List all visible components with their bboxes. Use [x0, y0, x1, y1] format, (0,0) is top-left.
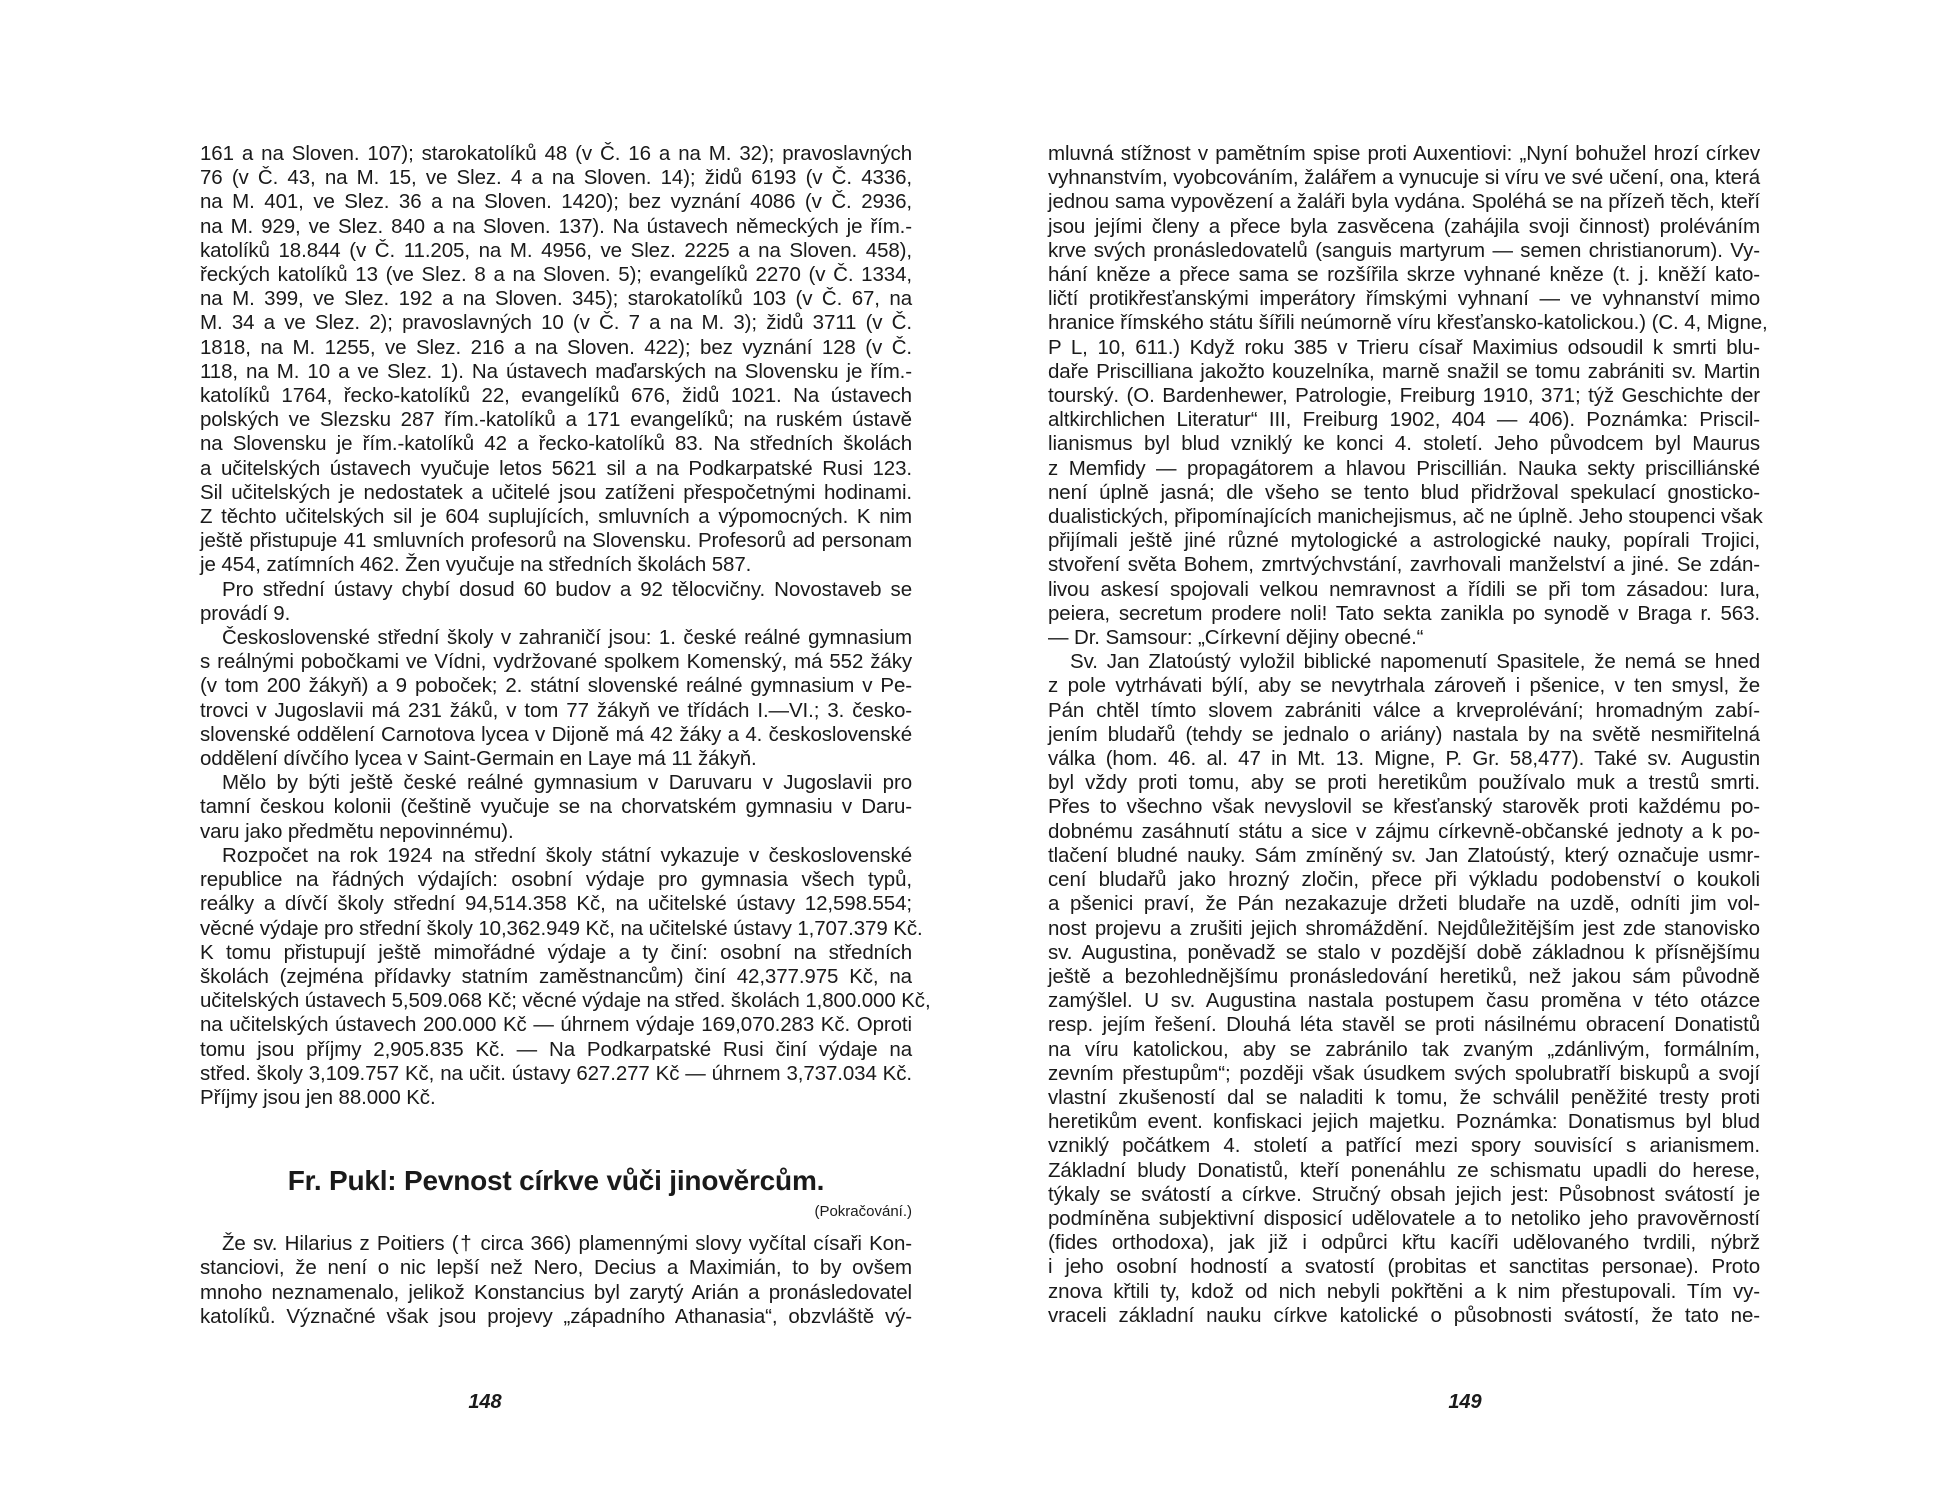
text-line: zevním přestupům“; později však úsudkem svých spolubratří biskupů a svojí [1048, 1061, 1760, 1085]
text-line: tamní českou kolonii (češtině vyučuje se na chorvatském gymnasiu v Daru- [200, 795, 912, 819]
text-line: a učitelských ústavech vyučuje letos 5621 sil a na Podkarpatské Rusi 123. [200, 456, 912, 480]
text-line: na M. 399, ve Slez. 192 a na Sloven. 345); starokatolíků 103 (v Č. 67, na [200, 287, 912, 311]
text-line: věcné výdaje pro střední školy 10,362.949 Kč, na učitelské ústavy 1,707.379 Kč. [200, 916, 923, 940]
text-line: školách (zejména přídavky statním zaměstnancům) činí 42,377.975 Kč, na [200, 964, 912, 988]
text-line: M. 34 a ve Slez. 2); pravoslavných 10 (v Č. 7 a na M. 3); židů 3711 (v Č. [200, 311, 912, 335]
text-line: řeckých katolíků 13 (ve Slez. 8 a na Sloven. 5); evangelíků 2270 (v Č. 1334, [200, 263, 912, 287]
text-line: střed. školy 3,109.757 Kč, na učit. ústavy 627.277 Kč — úhrnem 3,737.034 Kč. [200, 1061, 912, 1085]
text-line: 118, na M. 10 a ve Slez. 1). Na ústavech maďarských na Slovensku je řím.- [200, 359, 912, 383]
text-line: Základní bludy Donatistů, kteří ponenáhlu ze schismatu upadli do herese, [1048, 1158, 1760, 1182]
text-line: vzniklý počátkem 4. století a patřící mezi spory souvisící s arianismem. [1048, 1134, 1760, 1158]
text-line: válka (hom. 46. al. 47 in Mt. 13. Migne, P. Gr. 58,477). Také sv. Augustin [1048, 747, 1760, 771]
page-number-left: 148 [468, 1391, 502, 1413]
text-line: tourský. (O. Bardenhewer, Patrologie, Freiburg 1910, 371; týž Geschichte der [1048, 384, 1760, 408]
text-line: Sv. Jan Zlatoústý vyložil biblické napomenutí Spasitele, že nemá se hned [1070, 650, 1760, 674]
paragraph-religion-stats [200, 142, 912, 578]
text-line: — Dr. Samsour: „Církevní dějiny obecné.“ [1048, 626, 1424, 650]
text-line: Mělo by býti ještě české reálné gymnasium v Daruvaru v Jugoslavii pro [222, 771, 912, 795]
text-line: ličtí protikřesťanskými imperátory římskými vyhnaní — ve vyhnanství mimo [1048, 287, 1760, 311]
text-line: 161 a na Sloven. 107); starokatolíků 48 (v Č. 16 a na M. 32); pravoslavných [200, 142, 912, 165]
text-line: vlastní zkušeností dal se naladiti k tomu, že schválil peněžité tresty proti [1048, 1085, 1760, 1109]
text-line: Příjmy jsou jen 88.000 Kč. [200, 1085, 436, 1109]
text-line: s reálnými pobočkami ve Vídni, vydržované spolkem Komenský, má 552 žáky [200, 650, 912, 674]
text-line: tlačení bludné nauky. Sám zmíněný sv. Jan Zlatoústý, který označuje usmr- [1048, 843, 1760, 867]
text-line: sv. Augustina, poněvadž se stalo v pozdější době základnou k přísnějšímu [1048, 940, 1760, 964]
text-line: Rozpočet na rok 1924 na střední školy státní vykazuje v československé [222, 843, 912, 867]
text-line: varu jako předmětu nepovinnému). [200, 819, 514, 843]
text-line: na víru katolickou, aby se zabránilo tak zvaným „zdánlivým, formálním, [1048, 1037, 1760, 1061]
text-line: mnoho neznamenalo, jelikož Konstancius byl zarytý Arián a pronásledovatel [200, 1280, 912, 1304]
text-line: peiera, secretum prodere noli! Tato sekta zanikla po synodě v Braga r. 563. [1048, 601, 1760, 625]
text-line: republice na řádných výdajích: osobní výdaje pro gymnasia všech typů, [200, 868, 912, 892]
text-line: učitelských ústavech 5,509.068 Kč; věcné výdaje na střed. školách 1,800.000 Kč, [200, 989, 931, 1013]
text-line: dualistických, připomínajících manichejismus, ač ne úplně. Jeho stoupenci však [1048, 505, 1763, 529]
text-line: stvoření světa Bohem, zmrtvýchvstání, zavrhovali manželství a jiné. Se zdán- [1048, 553, 1760, 577]
text-line: týkaly se svátostí a církve. Stručný obsah jejich jest: Působnost svátostí je [1048, 1182, 1760, 1206]
text-line: P L, 10, 611.) Když roku 385 v Trieru císař Maximius odsoudil k smrti blu- [1048, 335, 1760, 359]
text-line: heretikům event. konfiskaci jejich majetku. Poznámka: Donatismus byl blud [1048, 1110, 1760, 1134]
text-line: jednou sama vypovězení a žaláři byla vydána. Spoléhá se na přízeň těch, kteří [1048, 190, 1760, 214]
text-line: dobnému zasáhnutí státu a sice v zájmu církevně-občanské jednoty a k po- [1048, 819, 1760, 843]
text-line: mluvná stížnost v pamětním spise proti Auxentiovi: „Nyní bohužel hrozí církev [1048, 142, 1760, 165]
text-line: vraceli základní nauku církve katolické o působnosti svátostí, že tato ne- [1048, 1303, 1760, 1327]
text-line: z pole vytrhávati býlí, aby se nevytrhala zároveň i pšenice, v ten smysl, že [1048, 674, 1760, 698]
text-line: ještě a bezohlednějšímu pronásledování heretiků, než jakou sám původně [1048, 964, 1760, 988]
right-page [1048, 142, 1768, 1328]
text-line: katolíků 1764, řecko-katolíků 22, evangelíků 676, židů 1021. Na ústavech [200, 384, 912, 408]
text-line: stanciovi, že není o nic lepší než Nero, Decius a Maximián, to by ovšem [200, 1256, 912, 1280]
text-line: hání kněze a přece sama se rozšířila skrze vyhnané kněze (t. j. kněží kato- [1048, 263, 1760, 287]
text-line: na Slovensku je řím.-katolíků 42 a řecko-katolíků 83. Na středních školách [200, 432, 912, 456]
paragraph-buildings [200, 578, 912, 626]
text-line: znova křtili ty, kdož od nich nebyli pokřtěni a k nim přestupovali. Tím vy- [1048, 1279, 1760, 1303]
text-line: livou askesí spojovali velkou nemravnost a řídili se při tom zásadou: Iura, [1048, 577, 1760, 601]
text-line: vyhnanstvím, vyobcováním, žalářem a vynucuje si víru ve své učení, ona, která [1048, 166, 1760, 190]
text-line: nost projevu a zrušiti jejich shromáždění. Nejdůležitějším jest zde stanovisko [1048, 916, 1760, 940]
text-line: Pro střední ústavy chybí dosud 60 budov a 92 tělocvičny. Novostaveb se [222, 577, 912, 601]
text-line: daře Priscilliana jakožto kouzelníka, marně snažil se tomu zabrániti sv. Martin [1048, 359, 1760, 383]
text-line: trovci v Jugoslavii má 231 žáků, v tom 77 žákyň ve třídách I.—VI.; 3. česko- [200, 698, 912, 722]
text-line: (fides orthodoxa), jak již i odpůrci křtu kacíři udělovaného tvrdili, nýbrž [1048, 1231, 1760, 1255]
paragraph-schools-abroad [200, 626, 912, 771]
paragraph-hilarius [200, 1232, 912, 1329]
text-line: na učitelských ústavech 200.000 Kč — úhrnem výdaje 169,070.283 Kč. Oproti [200, 1013, 912, 1037]
text-line: Československé střední školy v zahraničí jsou: 1. české reálné gymnasium [222, 626, 912, 650]
text-line: z Memfidy — propagátorem a hlavou Priscillián. Nauka sekty priscilliánské [1048, 456, 1760, 480]
text-line: Z těchto učitelských sil je 604 suplujících, smluvních a výpomocných. K nim [200, 505, 912, 529]
text-line: a pšenici praví, že Pán nezakazuje držeti bludaře na uzdě, odníti jim vol- [1048, 892, 1760, 916]
text-line: na M. 929, ve Slez. 840 a na Sloven. 137). Na ústavech německých je řím.- [200, 214, 912, 238]
paragraph-budget [200, 843, 931, 1110]
paragraph-chrysostom [1048, 650, 1760, 1328]
text-line: (v tom 200 žákyň) a 9 poboček; 2. státní slovenské reálné gymnasium v Pe- [200, 674, 912, 698]
text-line: lianismus byl blud vzniklý ke konci 4. století. Jeho původcem byl Maurus [1048, 432, 1760, 456]
text-line: ještě přistupuje 41 smluvních profesorů na Slovensku. Profesorů ad personam [200, 529, 912, 553]
text-line: resp. jejím řešení. Dlouhá léta stavěl se proti násilnému obracení Donatistů [1048, 1013, 1760, 1037]
continuation-note: (Pokračování.) [814, 1203, 912, 1221]
paragraph-auxentius [1048, 142, 1768, 650]
text-line: K tomu přistupují ještě mimořádné výdaje a ty činí: osobní na středních [200, 940, 912, 964]
text-line: i jeho osobní hodností a svatostí (probitas et sanctitas personae). Proto [1048, 1255, 1760, 1279]
text-line: polských ve Slezsku 287 řím.-katolíků a 171 evangelíků; na ruském ústavě [200, 408, 912, 432]
text-line: oddělení dívčího lycea v Saint-Germain en Laye má 11 žákyň. [200, 747, 757, 771]
text-line: Že sv. Hilarius z Poitiers († circa 366) plamennými slovy vyčítal císaři Kon- [222, 1232, 912, 1256]
text-line: hranice římského státu šířili neúmorně víru křesťansko-katolickou.) (C. 4, Migne, [1048, 311, 1768, 335]
left-page [200, 142, 931, 1329]
text-line: katolíků 18.844 (v Č. 11.205, na M. 4956, ve Slez. 2225 a na Sloven. 458), [200, 238, 912, 262]
text-line: Přes to všechno však nevyslovil se křesťanský starověk proti každému po- [1048, 795, 1760, 819]
text-line: 76 (v Č. 43, na M. 15, ve Slez. 4 a na Sloven. 14); židů 6193 (v Č. 4336, [200, 166, 912, 190]
text-line: jením bludařů (tehdy se jednalo o ariány) nastala by na světě nesmiřitelná [1048, 722, 1760, 746]
text-line: slovenské oddělení Carnotova lycea v Dijoně má 42 žáky a 4. československé [200, 722, 912, 746]
text-line: podmíněna subjektivní disposicí udělovatele a to netoliko jeho pravověrností [1048, 1206, 1760, 1230]
text-line: Pán chtěl tímto slovem zabrániti válce a krveprolévání; hromadným zabí- [1048, 698, 1760, 722]
text-line: reálky a dívčí školy střední 94,514.358 Kč, na učitelské ústavy 12,598.554; [200, 892, 912, 916]
text-line: katolíků. Význačné však jsou projevy „západního Athanasia“, obzvláště vý- [200, 1304, 912, 1328]
text-line: přijímali ještě jiné různé mytologické a astrologické nauky, popírali Trojici, [1048, 529, 1760, 553]
text-line: krve svých pronásledovatelů (sanguis martyrum — semen christianorum). Vy- [1048, 238, 1760, 262]
article-title: Fr. Pukl: Pevnost církve vůči jinověrcům. [287, 1165, 825, 1197]
text-line: tomu jsou příjmy 2,905.835 Kč. — Na Podkarpatské Rusi činí výdaje na [200, 1037, 912, 1061]
text-line: je 454, zatímních 462. Žen vyučuje na středních školách 587. [200, 553, 752, 577]
text-line: na M. 401, ve Slez. 36 a na Sloven. 1420); bez vyznání 4086 (v Č. 2936, [200, 190, 912, 214]
text-line: není úplně jasná; dle všeho se tento blud přidržoval spekulací gnosticko- [1048, 480, 1760, 504]
text-line: altkirchlichen Literatur“ III, Freiburg 1902, 404 — 406). Poznámka: Priscil- [1048, 408, 1760, 432]
text-line: 1818, na M. 1255, ve Slez. 216 a na Sloven. 422); bez vyznání 128 (v Č. [200, 335, 912, 359]
text-line: byl vždy proti tomu, aby se proti heretikům používalo muk a trestů smrti. [1048, 771, 1760, 795]
paragraph-daruvar [200, 771, 912, 844]
text-line: cení bludařů jako hrozný zločin, přece při výkladu podobenství o koukoli [1048, 868, 1760, 892]
text-line: zamýšlel. U sv. Augustina nastala postupem času proměna v této otázce [1048, 989, 1760, 1013]
text-line: jsou jejími členy a přece byla zasvěcena (zahájila svoji činnost) proléváním [1048, 214, 1760, 238]
text-line: Sil učitelských je nedostatek a učitelé jsou zatíženi přespočetnými hodinami. [200, 480, 912, 504]
page-number-right: 149 [1448, 1391, 1482, 1413]
text-line: provádí 9. [200, 601, 291, 625]
